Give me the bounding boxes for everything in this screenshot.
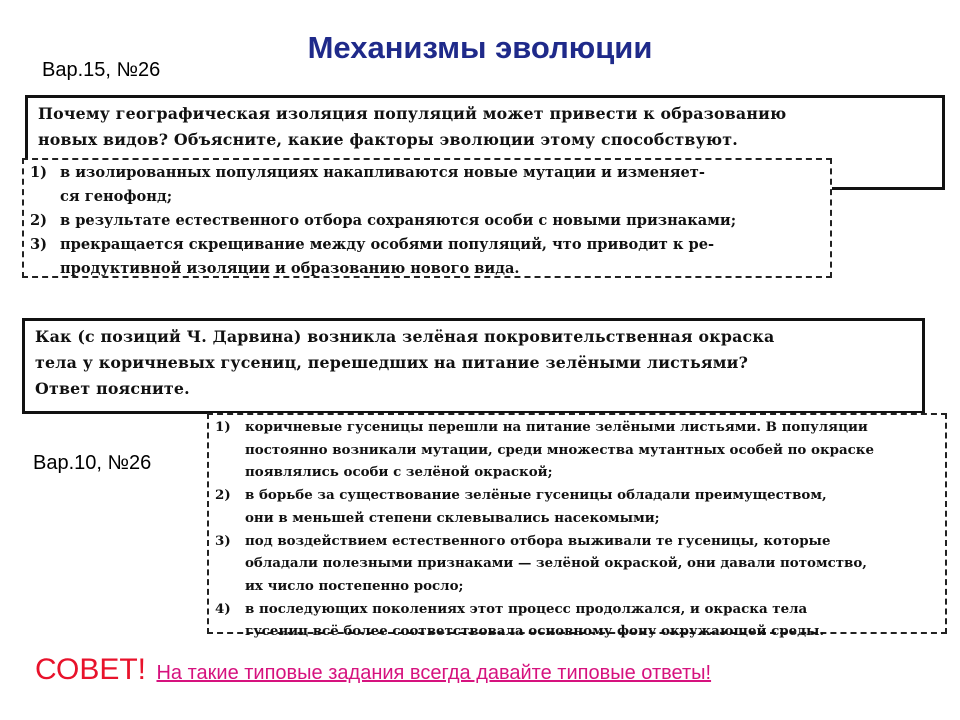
question-box-2 — [22, 318, 925, 414]
answer-line: коричневые гусеницы перешли на питание зелёными листьями. В популяции — [245, 419, 868, 435]
page-title: Механизмы эволюции — [307, 30, 653, 65]
answer-number: 2) — [215, 487, 231, 504]
question-line: Как (с позиций Ч. Дарвина) возникла зелёная покровительственная окраска — [35, 327, 775, 346]
question-line: Ответ поясните. — [35, 379, 190, 398]
answer-line: они в меньшей степени склевывались насекомыми; — [245, 509, 660, 526]
question-line: тела у коричневых гусениц, перешедших на питание зелёными листьями? — [35, 353, 749, 372]
answer-line: под воздействием естественного отбора выживали те гусеницы, которые — [245, 532, 831, 549]
answer-item — [215, 484, 939, 529]
answer-number: 1) — [30, 164, 48, 181]
answer-line: гусениц всё более соответствовала основному фону окружающей среды. — [245, 623, 825, 640]
answer-item — [215, 530, 939, 598]
answer-item — [215, 598, 939, 643]
question-line: новых видов? Объясните, какие факторы эволюции этому способствуют. — [38, 130, 738, 149]
variant-label-10: Вар.10, №26 — [33, 452, 152, 474]
question-line: Почему географическая изоляция популяций может привести к образованию — [38, 104, 787, 123]
answer-number: 1) — [215, 419, 231, 435]
answer-line: постоянно возникали мутации, среди множества мутантных особей по окраске — [245, 441, 874, 458]
answer-line: в результате естественного отбора сохраняются особи с новыми признаками; — [60, 212, 737, 229]
answer-line: появлялись особи с зелёной окраской; — [245, 464, 553, 481]
answer-item — [215, 416, 939, 484]
answer-line: в борьбе за существование зелёные гусеницы обладали преимуществом, — [245, 487, 827, 504]
answer-number: 2) — [30, 212, 48, 229]
answer-line: их число постепенно росло; — [245, 577, 464, 594]
answer-line: продуктивной изоляции и образованию нового вида. — [60, 260, 520, 277]
advice-block — [35, 653, 711, 687]
answer-line: в последующих поколениях этот процесс продолжался, и окраска тела — [245, 600, 808, 617]
answer-number: 3) — [30, 236, 48, 253]
variant-label-15: Вар.15, №26 — [42, 59, 161, 81]
answer-number: 3) — [215, 532, 231, 549]
answer-line: в изолированных популяциях накапливаются новые мутации и изменяет- — [60, 164, 705, 181]
answer-item — [30, 161, 824, 209]
answer-line: ся генофонд; — [60, 188, 173, 205]
answer-line: обладали полезными признаками — зелёной окраской, они давали потомство, — [245, 555, 867, 572]
answer-item — [30, 233, 824, 281]
answer-box-2 — [207, 413, 947, 640]
answer-box-1 — [22, 158, 832, 278]
advice-label: СОВЕТ! — [35, 653, 147, 686]
advice-link[interactable]: На такие типовые задания всегда давайте типовые ответы! — [156, 662, 712, 684]
answer-line: прекращается скрещивание между особями популяций, что приводит к ре- — [60, 236, 715, 253]
answer-number: 4) — [215, 600, 231, 617]
answer-item — [30, 209, 824, 233]
